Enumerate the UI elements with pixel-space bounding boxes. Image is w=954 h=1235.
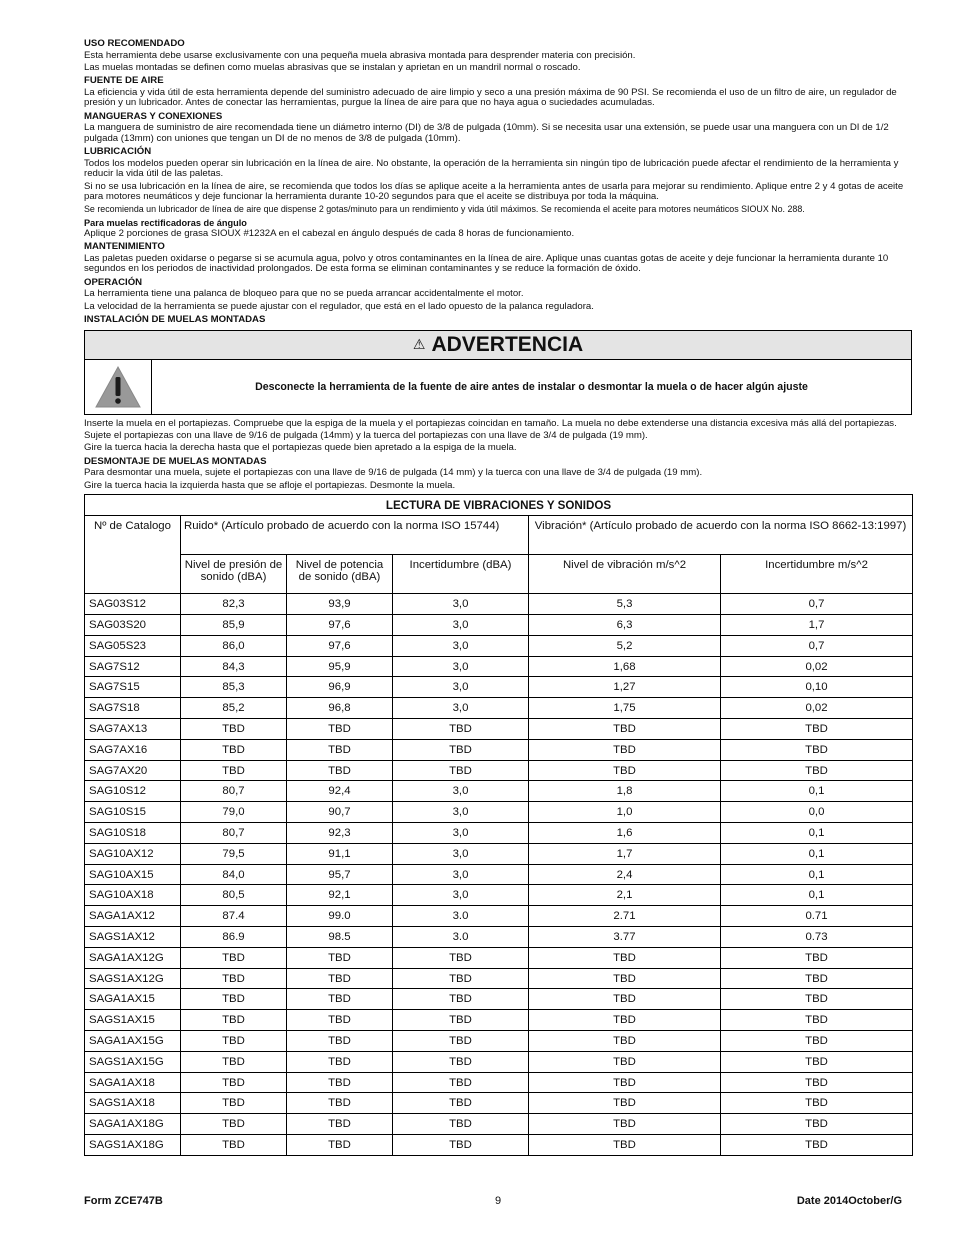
value-cell: TBD xyxy=(181,1031,287,1052)
section-heading: INSTALACIÓN DE MUELAS MONTADAS xyxy=(84,314,266,326)
paragraph: Esta herramienta debe usarse exclusivamente con una pequeña muela abrasiva montada para desprender materia con precisión. xyxy=(84,49,636,61)
catalog-number-cell: SAGA1AX18 xyxy=(85,1072,181,1093)
value-cell: TBD xyxy=(393,1093,529,1114)
table-row xyxy=(85,698,913,719)
table-row xyxy=(85,719,913,740)
value-cell: 3,0 xyxy=(393,843,529,864)
section xyxy=(84,419,912,454)
document-page xyxy=(84,38,912,1156)
value-cell: 96,9 xyxy=(287,677,393,698)
value-cell: 96,8 xyxy=(287,698,393,719)
value-cell: 92,3 xyxy=(287,823,393,844)
value-cell: TBD xyxy=(393,739,529,760)
catalog-number-cell: SAG10AX15 xyxy=(85,864,181,885)
value-cell: 3.0 xyxy=(393,927,529,948)
value-cell: 3,0 xyxy=(393,698,529,719)
section xyxy=(84,277,912,312)
value-cell: 1,6 xyxy=(529,823,721,844)
value-cell: TBD xyxy=(287,1093,393,1114)
value-cell: 79,5 xyxy=(181,843,287,864)
table-row xyxy=(85,947,913,968)
paragraph: La herramienta tiene una palanca de bloqueo para que no se pueda arrancar accidentalmente el motor. xyxy=(84,288,524,300)
value-cell: 86.9 xyxy=(181,927,287,948)
value-cell: 80,5 xyxy=(181,885,287,906)
catalog-number-cell: SAG05S23 xyxy=(85,635,181,656)
vibration-sound-table xyxy=(84,494,913,1156)
table-row xyxy=(85,802,913,823)
value-cell: 97,6 xyxy=(287,635,393,656)
warning-header xyxy=(85,331,911,360)
section-heading: DESMONTAJE DE MUELAS MONTADAS xyxy=(84,455,267,467)
table-row xyxy=(85,1114,913,1135)
value-cell: 86,0 xyxy=(181,635,287,656)
catalog-number-cell: SAG7S18 xyxy=(85,698,181,719)
value-cell: TBD xyxy=(287,1031,393,1052)
value-cell: 80,7 xyxy=(181,823,287,844)
paragraph: Para desmontar una muela, sujete el portapiezas con una llave de 9/16 de pulgada (14 mm) y la tuerca con una llave de 3/4 de pulgada (19 mm). xyxy=(84,467,703,479)
catalog-number-cell: SAG10AX12 xyxy=(85,843,181,864)
column-header: Nivel de presión de sonido (dBA) xyxy=(181,555,287,594)
value-cell: TBD xyxy=(393,968,529,989)
value-cell: TBD xyxy=(721,1114,913,1135)
section-heading: MANGUERAS Y CONEXIONES xyxy=(84,110,223,122)
value-cell: TBD xyxy=(181,739,287,760)
catalog-number-cell: SAGA1AX18G xyxy=(85,1114,181,1135)
value-cell: 84,0 xyxy=(181,864,287,885)
value-cell: TBD xyxy=(393,1135,529,1156)
page-number: 9 xyxy=(494,1195,502,1207)
value-cell: 6,3 xyxy=(529,615,721,636)
value-cell: 92,4 xyxy=(287,781,393,802)
section-heading: OPERACIÓN xyxy=(84,276,143,288)
section xyxy=(84,111,912,144)
value-cell: 95,9 xyxy=(287,656,393,677)
catalog-number-cell: SAG03S20 xyxy=(85,615,181,636)
value-cell: TBD xyxy=(393,947,529,968)
value-cell: 92,1 xyxy=(287,885,393,906)
catalog-number-cell: SAG03S12 xyxy=(85,594,181,615)
table-row xyxy=(85,927,913,948)
value-cell: TBD xyxy=(721,947,913,968)
paragraph: La velocidad de la herramienta se puede ajustar con el regulador, que está en el lado opuesto de la palanca reguladora. xyxy=(84,300,594,312)
paragraph: Inserte la muela en el portapiezas. Compruebe que la espiga de la muela y el portapiezas coincidan en tamaño. La muela no debe extenderse una distancia excesiva más allá del portapiezas. xyxy=(84,417,897,429)
table-row xyxy=(85,635,913,656)
value-cell: TBD xyxy=(181,1051,287,1072)
value-cell: TBD xyxy=(529,739,721,760)
column-header: Nivel de vibración m/s^2 xyxy=(529,555,721,594)
value-cell: TBD xyxy=(393,1114,529,1135)
section-heading: LUBRICACIÓN xyxy=(84,146,152,158)
table-row xyxy=(85,864,913,885)
table-row xyxy=(85,760,913,781)
value-cell: 85,3 xyxy=(181,677,287,698)
value-cell: 2,4 xyxy=(529,864,721,885)
value-cell: TBD xyxy=(529,1031,721,1052)
value-cell: TBD xyxy=(181,968,287,989)
table-row xyxy=(85,739,913,760)
value-cell: 0,02 xyxy=(721,656,913,677)
value-cell: TBD xyxy=(393,989,529,1010)
catalog-number-cell: SAGS1AX18G xyxy=(85,1135,181,1156)
value-cell: TBD xyxy=(393,1010,529,1031)
value-cell: TBD xyxy=(287,1010,393,1031)
value-cell: 91,1 xyxy=(287,843,393,864)
value-cell: TBD xyxy=(287,1051,393,1072)
value-cell: 0,1 xyxy=(721,843,913,864)
value-cell: TBD xyxy=(181,760,287,781)
catalog-number-cell: SAGS1AX15G xyxy=(85,1051,181,1072)
paragraph: La eficiencia y vida útil de esta herramienta depende del suministro adecuado de aire limpio y seco a una presión máxima de 90 PSI. Se recomienda el uso de un filtro de aire, un regulador de presión y un lubricador. Antes de conectar las herramientas, purgue la línea de aire para que no haya agua o suciedades acumuladas. xyxy=(84,87,897,109)
section xyxy=(84,456,912,491)
section-heading: USO RECOMENDADO xyxy=(84,38,185,49)
value-cell: 0,02 xyxy=(721,698,913,719)
value-cell: 93,9 xyxy=(287,594,393,615)
value-cell: 0,1 xyxy=(721,823,913,844)
value-cell: TBD xyxy=(181,1010,287,1031)
catalog-number-cell: SAGA1AX12G xyxy=(85,947,181,968)
catalog-number-cell: SAG7AX20 xyxy=(85,760,181,781)
exclamation-icon xyxy=(85,360,152,414)
value-cell: TBD xyxy=(721,1072,913,1093)
value-cell: 3,0 xyxy=(393,635,529,656)
value-cell: TBD xyxy=(721,1093,913,1114)
table-row xyxy=(85,615,913,636)
table-row xyxy=(85,1072,913,1093)
value-cell: 5,2 xyxy=(529,635,721,656)
value-cell: TBD xyxy=(393,719,529,740)
value-cell: 3.0 xyxy=(393,906,529,927)
catalog-number-cell: SAG10S12 xyxy=(85,781,181,802)
section xyxy=(84,314,912,327)
warning-text: Desconecte la herramienta de la fuente de aire antes de instalar o desmontar la muela o de hacer algún ajuste xyxy=(255,380,808,393)
catalog-number-cell: SAG7S15 xyxy=(85,677,181,698)
value-cell: 3.77 xyxy=(529,927,721,948)
value-cell: TBD xyxy=(287,719,393,740)
paragraph: Se recomienda un lubricador de línea de aire que dispense 2 gotas/minuto para un rendimiento y vida útil máximos. Se recomienda el aceite para motores neumáticos SIOUX No. 288. xyxy=(84,204,805,215)
table-row xyxy=(85,823,913,844)
catalog-number-cell: SAG10AX18 xyxy=(85,885,181,906)
value-cell: 3,0 xyxy=(393,677,529,698)
catalog-number-cell: SAGS1AX12G xyxy=(85,968,181,989)
value-cell: 0,1 xyxy=(721,885,913,906)
value-cell: TBD xyxy=(721,1031,913,1052)
value-cell: TBD xyxy=(721,739,913,760)
vibration-group-header: Vibración* (Artículo probado de acuerdo con la norma ISO 8662-13:1997) xyxy=(529,516,913,555)
table-row xyxy=(85,906,913,927)
table-row xyxy=(85,843,913,864)
value-cell: 0,7 xyxy=(721,635,913,656)
value-cell: 3,0 xyxy=(393,781,529,802)
warning-title: ADVERTENCIA xyxy=(431,332,584,356)
value-cell: 1,68 xyxy=(529,656,721,677)
value-cell: 0.73 xyxy=(721,927,913,948)
paragraph: Las paletas pueden oxidarse o pegarse si se acumula agua, polvo y otros contaminantes en la línea de aire. Aplique unas cuantas gotas de aceite y deje funcionar la herramienta durante 10 segundos en los periodos de inactividad prolongados. De esta forma se eliminan contaminantes y se reduce la formación de óxido. xyxy=(84,252,889,275)
value-cell: TBD xyxy=(287,739,393,760)
value-cell: 0,0 xyxy=(721,802,913,823)
value-cell: TBD xyxy=(721,719,913,740)
catalog-number-cell: SAGA1AX15G xyxy=(85,1031,181,1052)
value-cell: TBD xyxy=(529,1093,721,1114)
section xyxy=(84,75,912,108)
value-cell: 2,1 xyxy=(529,885,721,906)
value-cell: TBD xyxy=(721,989,913,1010)
table-row xyxy=(85,1135,913,1156)
value-cell: TBD xyxy=(721,1051,913,1072)
value-cell: 79,0 xyxy=(181,802,287,823)
section xyxy=(84,38,912,73)
value-cell: TBD xyxy=(181,1072,287,1093)
value-cell: TBD xyxy=(529,947,721,968)
section-heading: MANTENIMIENTO xyxy=(84,241,165,253)
value-cell: TBD xyxy=(287,1072,393,1093)
value-cell: 95,7 xyxy=(287,864,393,885)
value-cell: TBD xyxy=(529,719,721,740)
value-cell: 0,10 xyxy=(721,677,913,698)
catalog-number-cell: SAG10S15 xyxy=(85,802,181,823)
value-cell: TBD xyxy=(181,1114,287,1135)
catalog-number-cell: SAGS1AX18 xyxy=(85,1093,181,1114)
table-row xyxy=(85,677,913,698)
value-cell: TBD xyxy=(721,968,913,989)
value-cell: 1,8 xyxy=(529,781,721,802)
value-cell: 85,2 xyxy=(181,698,287,719)
table-row xyxy=(85,1031,913,1052)
value-cell: 3,0 xyxy=(393,885,529,906)
section xyxy=(84,146,912,239)
table-row xyxy=(85,781,913,802)
value-cell: 0,1 xyxy=(721,781,913,802)
value-cell: TBD xyxy=(287,968,393,989)
paragraph: Aplique 2 porciones de grasa SIOUX #1232A en el cabezal en ángulo después de cada 8 horas de funcionamiento. xyxy=(84,227,575,239)
table-row xyxy=(85,885,913,906)
value-cell: TBD xyxy=(721,760,913,781)
table-row xyxy=(85,968,913,989)
value-cell: TBD xyxy=(287,989,393,1010)
paragraph: La manguera de suministro de aire recomendada tiene un diámetro interno (DI) de 3/8 de pulgada (10mm). Si se necesita usar una extensión, se puede usar una manguera con un DI de 1/2 pulgada (13mm) con uniones que tengan un DI de no menos de 3/8 de pulgada (10mm). xyxy=(84,122,889,144)
table-row xyxy=(85,656,913,677)
instruction-sections xyxy=(84,38,912,327)
value-cell: TBD xyxy=(529,968,721,989)
value-cell: 90,7 xyxy=(287,802,393,823)
value-cell: 3,0 xyxy=(393,802,529,823)
paragraph: Las muelas montadas se definen como muelas abrasivas que se instalan y aprietan en un mandril normal o roscado. xyxy=(84,62,581,73)
catalog-number-cell: SAGA1AX15 xyxy=(85,989,181,1010)
subsection-heading: Para muelas rectificadoras de ángulo xyxy=(84,217,247,228)
value-cell: 85,9 xyxy=(181,615,287,636)
paragraph: Gire la tuerca hacia la derecha hasta que el portapiezas quede bien apretado a la espiga de la muela. xyxy=(84,442,517,454)
table-title: LECTURA DE VIBRACIONES Y SONIDOS xyxy=(85,495,913,516)
catalog-header: Nº de Catalogo xyxy=(85,516,181,594)
value-cell: TBD xyxy=(529,989,721,1010)
value-cell: 2.71 xyxy=(529,906,721,927)
section-heading: FUENTE DE AIRE xyxy=(84,75,164,87)
catalog-number-cell: SAG10S18 xyxy=(85,823,181,844)
value-cell: TBD xyxy=(181,1093,287,1114)
value-cell: 1,7 xyxy=(721,615,913,636)
value-cell: 3,0 xyxy=(393,823,529,844)
page-footer xyxy=(84,1195,912,1209)
table-row xyxy=(85,1010,913,1031)
column-header: Incertidumbre m/s^2 xyxy=(721,555,913,594)
paragraph: Gire la tuerca hacia la izquierda hasta que se afloje el portapiezas. Desmonte la muela. xyxy=(84,479,456,491)
value-cell: 3,0 xyxy=(393,864,529,885)
value-cell: 1,0 xyxy=(529,802,721,823)
noise-group-header: Ruido* (Artículo probado de acuerdo con la norma ISO 15744) xyxy=(181,516,529,555)
warning-box xyxy=(84,330,912,415)
value-cell: 99.0 xyxy=(287,906,393,927)
document-date: Date 2014October/G xyxy=(796,1195,902,1207)
form-number: Form ZCE747B xyxy=(84,1195,163,1207)
paragraph: Todos los modelos pueden operar sin lubricación en la línea de aire. No obstante, la operación de la herramienta sin ningún tipo de lubricación puede afectar el rendimiento de la herramienta y reducir la vida útil de las paletas. xyxy=(84,157,899,180)
value-cell: 0,1 xyxy=(721,864,913,885)
value-cell: 82,3 xyxy=(181,594,287,615)
value-cell: 1,75 xyxy=(529,698,721,719)
value-cell: 84,3 xyxy=(181,656,287,677)
section xyxy=(84,241,912,274)
catalog-number-cell: SAG7AX16 xyxy=(85,739,181,760)
value-cell: TBD xyxy=(181,719,287,740)
table-row xyxy=(85,594,913,615)
value-cell: 98.5 xyxy=(287,927,393,948)
catalog-number-cell: SAG7S12 xyxy=(85,656,181,677)
catalog-number-cell: SAGS1AX15 xyxy=(85,1010,181,1031)
table-row xyxy=(85,1093,913,1114)
value-cell: 3,0 xyxy=(393,615,529,636)
value-cell: TBD xyxy=(529,1010,721,1031)
value-cell: 0.71 xyxy=(721,906,913,927)
value-cell: 1,27 xyxy=(529,677,721,698)
value-cell: TBD xyxy=(529,1051,721,1072)
value-cell: TBD xyxy=(181,1135,287,1156)
value-cell: 3,0 xyxy=(393,656,529,677)
warning-triangle-icon: ⚠ xyxy=(412,336,426,353)
value-cell: TBD xyxy=(393,760,529,781)
value-cell: TBD xyxy=(393,1072,529,1093)
value-cell: TBD xyxy=(181,947,287,968)
value-cell: 3,0 xyxy=(393,594,529,615)
value-cell: 97,6 xyxy=(287,615,393,636)
value-cell: TBD xyxy=(287,760,393,781)
catalog-number-cell: SAGS1AX12 xyxy=(85,927,181,948)
mounting-instructions xyxy=(84,419,912,492)
table-row xyxy=(85,989,913,1010)
value-cell: TBD xyxy=(529,760,721,781)
value-cell: 80,7 xyxy=(181,781,287,802)
value-cell: TBD xyxy=(181,989,287,1010)
value-cell: TBD xyxy=(287,1135,393,1156)
value-cell: TBD xyxy=(287,1114,393,1135)
value-cell: 87.4 xyxy=(181,906,287,927)
value-cell: 1,7 xyxy=(529,843,721,864)
value-cell: TBD xyxy=(393,1051,529,1072)
catalog-number-cell: SAGA1AX12 xyxy=(85,906,181,927)
column-header: Nivel de potencia de sonido (dBA) xyxy=(287,555,393,594)
value-cell: TBD xyxy=(287,947,393,968)
catalog-number-cell: SAG7AX13 xyxy=(85,719,181,740)
value-cell: 5,3 xyxy=(529,594,721,615)
value-cell: TBD xyxy=(721,1135,913,1156)
value-cell: TBD xyxy=(393,1031,529,1052)
column-header: Incertidumbre (dBA) xyxy=(393,555,529,594)
paragraph: Sujete el portapiezas con una llave de 9/16 de pulgada (14mm) y la tuerca del portapiezas con una llave de 3/4 de pulgada (19 mm). xyxy=(84,430,648,442)
value-cell: TBD xyxy=(529,1072,721,1093)
value-cell: TBD xyxy=(721,1010,913,1031)
value-cell: 0,7 xyxy=(721,594,913,615)
value-cell: TBD xyxy=(529,1135,721,1156)
paragraph: Si no se usa lubricación en la línea de aire, se recomienda que todos los días se aplique aceite a la herramienta antes de usarla para mejorar su rendimiento. Aplique entre 2 y 4 gotas de aceite para motores neumáticos y deje funcionar la herramienta durante 10-20 segundos para que el aceite se distribuya por toda la máquina. xyxy=(84,180,904,203)
table-row xyxy=(85,1051,913,1072)
value-cell: TBD xyxy=(529,1114,721,1135)
